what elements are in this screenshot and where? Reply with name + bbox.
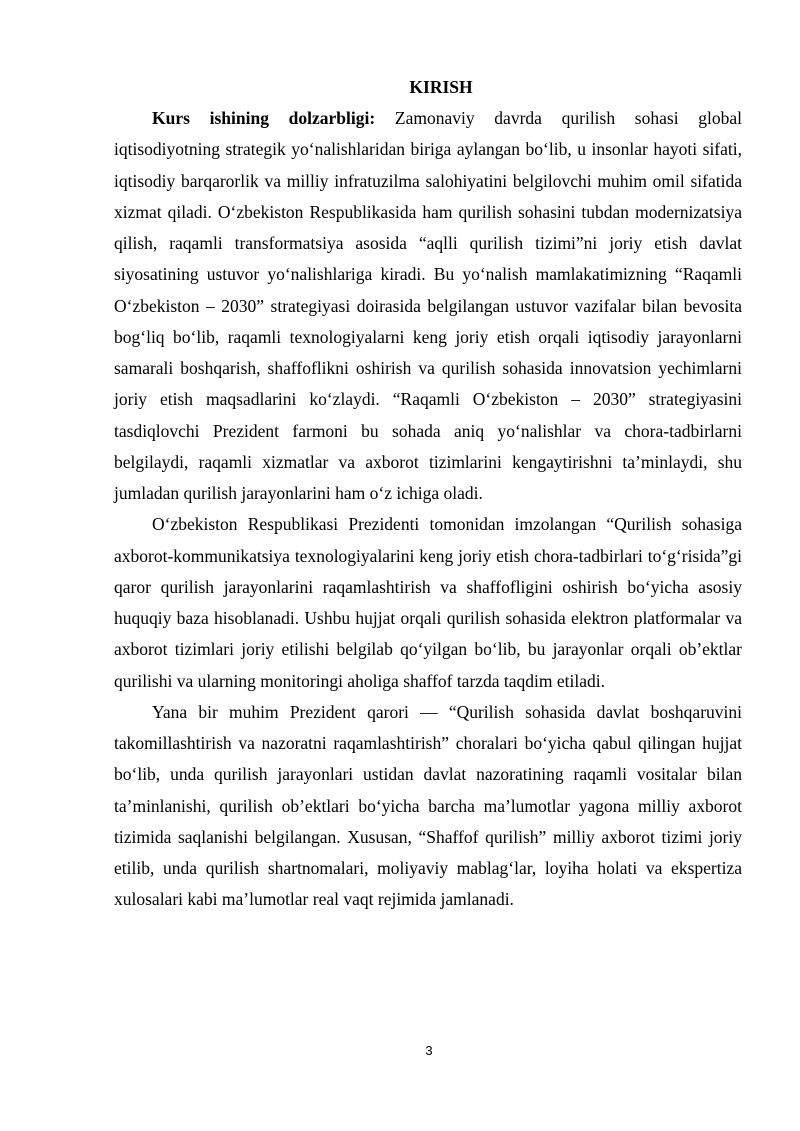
page-number: 3: [425, 1043, 433, 1058]
paragraph-text: O‘zbekiston Respublikasi Prezidenti tomonidan imzolangan “Qurilish sohasiga axborot-kommunikatsiya texnologiyalarini keng joriy etish chora-tadbirlari to‘g‘risida”gi qaror qurilish jarayonlarini raqamlashtirish va shaffofligini oshirish bo‘yicha asosiy huquqiy baza hisoblanadi. Ushbu hujjat orqali qurilish sohasida elektron platformalar va axborot tizimlari joriy etilishi belgilab qo‘yilgan bo‘lib, bu jarayonlar orqali ob’ektlar qurilishi va ularning monitoringi aholiga shaffof tarzda taqdim etiladi.: [114, 514, 742, 691]
page-body: [114, 72, 742, 916]
paragraph-lead: Kurs ishining dolzarbligi:: [152, 108, 376, 128]
paragraph-relevance: [114, 103, 742, 509]
paragraph-presidential-decree: [114, 509, 742, 697]
paragraph-text: Yana bir muhim Prezident qarori — “Qurilish sohasida davlat boshqaruvini takomillashtirish va nazoratni raqamlashtirish” choralari bo‘yicha qabul qilingan hujjat bo‘lib, unda qurilish jarayonlari ustidan davlat nazoratining raqamli vositalar bilan ta’minlanishi, qurilish ob’ektlari bo‘yicha barcha ma’lumotlar yagona milliy axborot tizimida saqlanishi belgilangan. Xususan, “Shaffof qurilish” milliy axborot tizimi joriy etilib, unda qurilish shartnomalari, moliyaviy mablag‘lar, loyiha holati va ekspertiza xulosalari kabi ma’lumotlar real vaqt rejimida jamlanadi.: [114, 701, 742, 910]
paragraph-text: Zamonaviy davrda qurilish sohasi global iqtisodiyotning strategik yo‘nalishlaridan biriga aylangan bo‘lib, u insonlar hayoti sifati, iqtisodiy barqarorlik va milliy infratuzilma salohiyatini belgilovchi muhim omil sifatida xizmat qiladi. O‘zbekiston Respublikasida ham qurilish sohasini tubdan modernizatsiya qilish, raqamli transformatsiya asosida “aqlli qurilish tizimi”ni joriy etish davlat siyosatining ustuvor yo‘nalishlariga kiradi. Bu yo‘nalish mamlakatimizning “Raqamli O‘zbekiston – 2030” strategiyasi doirasida belgilangan ustuvor vazifalar bilan bevosita bog‘liq bo‘lib, raqamli texnologiyalarni keng joriy etish orqali iqtisodiy jarayonlarni samarali boshqarish, shaffoflikni oshirish va qurilish sohasida innovatsion yechimlarni joriy etish maqsadlarini ko‘zlaydi. “Raqamli O‘zbekiston – 2030” strategiyasini tasdiqlovchi Prezident farmoni bu sohada aniq yo‘nalishlar va chora-tadbirlarni belgilaydi, raqamli xizmatlar va axborot tizimlarini kengaytirishni ta’minlaydi, shu jumladan qurilish jarayonlarini ham o‘z ichiga oladi.: [114, 108, 742, 503]
page-title: KIRISH: [409, 77, 473, 97]
paragraph-transparent-construction: [114, 697, 742, 916]
